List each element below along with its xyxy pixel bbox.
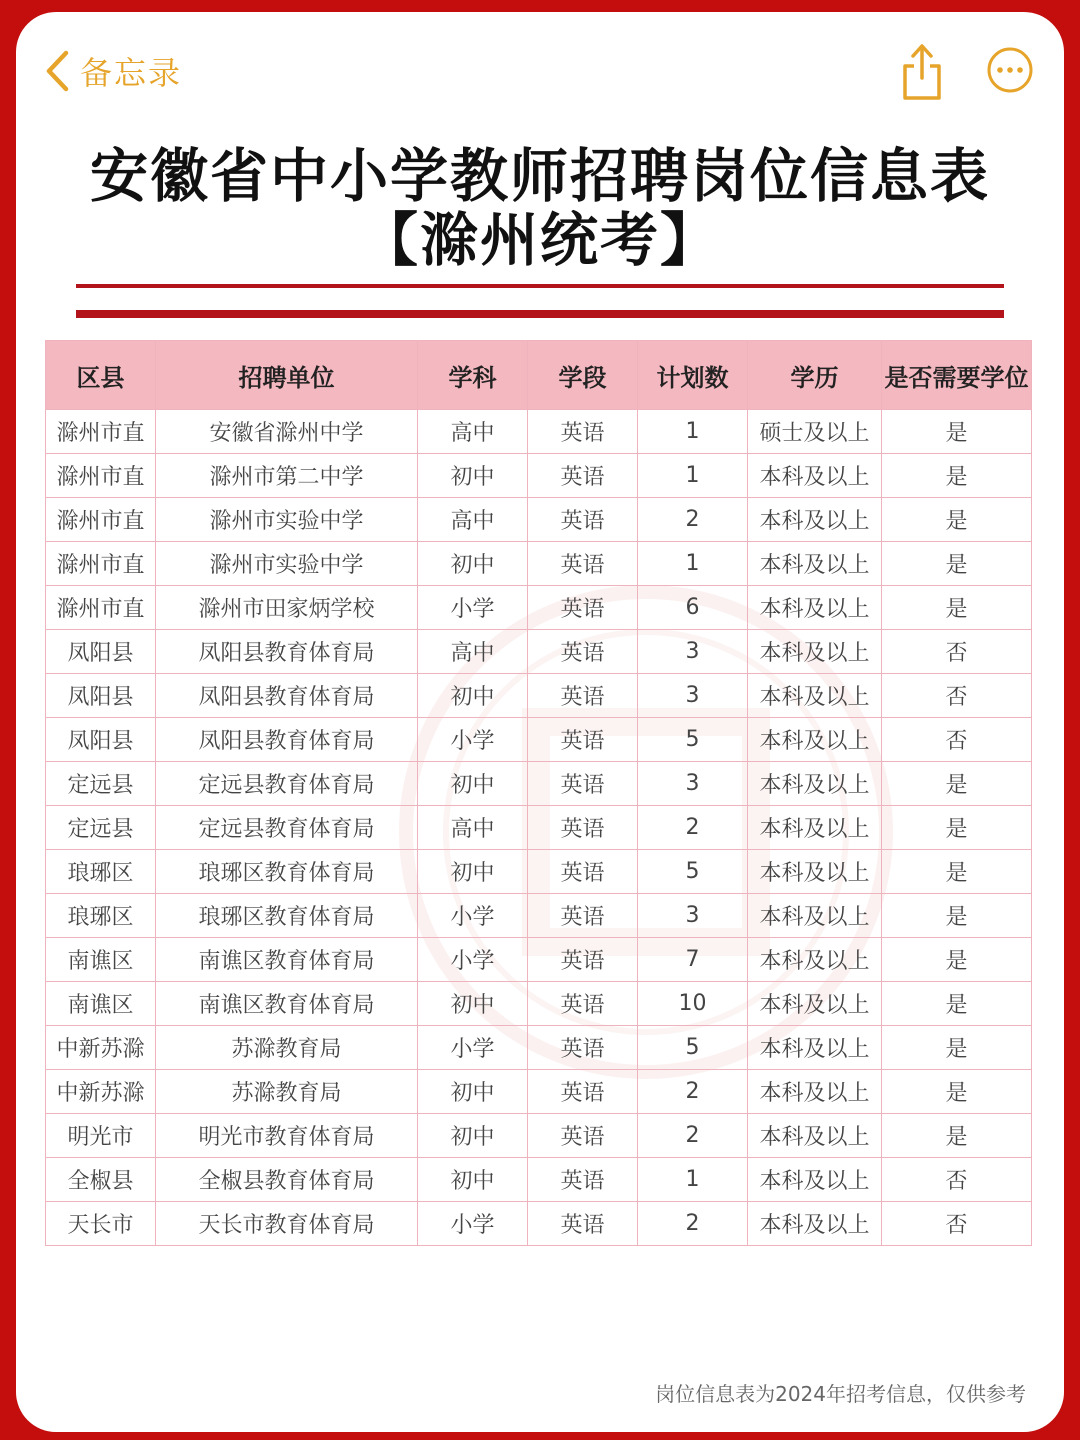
table-cell: 英语 xyxy=(528,1202,638,1246)
table-cell: 南谯区教育体育局 xyxy=(156,982,418,1026)
table-cell: 是 xyxy=(882,806,1032,850)
table-cell: 定远县教育体育局 xyxy=(156,762,418,806)
table-cell: 初中 xyxy=(418,454,528,498)
table-cell: 英语 xyxy=(528,1026,638,1070)
table-row xyxy=(46,850,1032,894)
table-cell: 英语 xyxy=(528,454,638,498)
table-cell: 本科及以上 xyxy=(748,542,882,586)
more-icon xyxy=(986,46,1034,94)
table-cell: 3 xyxy=(638,894,748,938)
table-row xyxy=(46,894,1032,938)
table-cell: 是 xyxy=(882,454,1032,498)
table-cell: 滁州市直 xyxy=(46,410,156,454)
title-divider-thick xyxy=(76,310,1004,318)
table-cell: 硕士及以上 xyxy=(748,410,882,454)
table-row xyxy=(46,1202,1032,1246)
table-cell: 1 xyxy=(638,1158,748,1202)
table-cell: 2 xyxy=(638,1202,748,1246)
table-cell: 3 xyxy=(638,674,748,718)
table-cell: 英语 xyxy=(528,498,638,542)
column-header: 学历 xyxy=(748,341,882,410)
table-cell: 琅琊区教育体育局 xyxy=(156,850,418,894)
table-cell: 英语 xyxy=(528,894,638,938)
table-cell: 小学 xyxy=(418,718,528,762)
table-cell: 本科及以上 xyxy=(748,938,882,982)
table-row xyxy=(46,586,1032,630)
table-cell: 5 xyxy=(638,1026,748,1070)
table-cell: 凤阳县 xyxy=(46,674,156,718)
table-cell: 琅琊区教育体育局 xyxy=(156,894,418,938)
table-cell: 本科及以上 xyxy=(748,982,882,1026)
table-cell: 凤阳县教育体育局 xyxy=(156,630,418,674)
column-header: 是否需要学位 xyxy=(882,341,1032,410)
table-cell: 7 xyxy=(638,938,748,982)
table-cell: 苏滁教育局 xyxy=(156,1026,418,1070)
table-cell: 是 xyxy=(882,498,1032,542)
table-cell: 英语 xyxy=(528,982,638,1026)
table-cell: 初中 xyxy=(418,850,528,894)
table-cell: 凤阳县教育体育局 xyxy=(156,718,418,762)
table-cell: 中新苏滁 xyxy=(46,1026,156,1070)
table-cell: 否 xyxy=(882,630,1032,674)
table-cell: 是 xyxy=(882,894,1032,938)
table-cell: 是 xyxy=(882,1114,1032,1158)
table-cell: 2 xyxy=(638,1114,748,1158)
table-cell: 是 xyxy=(882,410,1032,454)
table-cell: 否 xyxy=(882,718,1032,762)
table-cell: 本科及以上 xyxy=(748,806,882,850)
table-cell: 凤阳县教育体育局 xyxy=(156,674,418,718)
table-cell: 本科及以上 xyxy=(748,718,882,762)
table-row xyxy=(46,806,1032,850)
footer-note: 岗位信息表为2024年招考信息，仅供参考 xyxy=(655,1382,1026,1406)
table-cell: 是 xyxy=(882,982,1032,1026)
more-button[interactable] xyxy=(986,46,1034,94)
table-cell: 3 xyxy=(638,762,748,806)
table-row xyxy=(46,982,1032,1026)
table-row xyxy=(46,674,1032,718)
table-cell: 英语 xyxy=(528,938,638,982)
table-cell: 滁州市直 xyxy=(46,498,156,542)
table-cell: 本科及以上 xyxy=(748,454,882,498)
table-cell: 初中 xyxy=(418,542,528,586)
table-cell: 小学 xyxy=(418,894,528,938)
title-line-2: 【滁州统考】 xyxy=(359,206,720,274)
table-cell: 初中 xyxy=(418,1114,528,1158)
table-cell: 是 xyxy=(882,762,1032,806)
table-cell: 本科及以上 xyxy=(748,674,882,718)
share-button[interactable] xyxy=(898,42,946,102)
table-cell: 安徽省滁州中学 xyxy=(156,410,418,454)
table-cell: 是 xyxy=(882,1070,1032,1114)
table-cell: 小学 xyxy=(418,938,528,982)
job-table xyxy=(45,340,1032,1246)
table-cell: 高中 xyxy=(418,498,528,542)
table-cell: 否 xyxy=(882,674,1032,718)
table-cell: 凤阳县 xyxy=(46,630,156,674)
column-header: 学科 xyxy=(418,341,528,410)
table-cell: 高中 xyxy=(418,806,528,850)
table-cell: 南谯区教育体育局 xyxy=(156,938,418,982)
table-cell: 是 xyxy=(882,938,1032,982)
back-button[interactable] xyxy=(44,46,182,96)
table-cell: 英语 xyxy=(528,850,638,894)
table-cell: 定远县教育体育局 xyxy=(156,806,418,850)
table-row xyxy=(46,938,1032,982)
table-cell: 滁州市实验中学 xyxy=(156,498,418,542)
table-cell: 南谯区 xyxy=(46,982,156,1026)
table-cell: 天长市教育体育局 xyxy=(156,1202,418,1246)
table-row xyxy=(46,410,1032,454)
table-cell: 2 xyxy=(638,498,748,542)
table-cell: 是 xyxy=(882,850,1032,894)
table-cell: 英语 xyxy=(528,586,638,630)
table-cell: 全椒县 xyxy=(46,1158,156,1202)
page-title xyxy=(16,144,1064,272)
table-cell: 本科及以上 xyxy=(748,894,882,938)
table-cell: 苏滁教育局 xyxy=(156,1070,418,1114)
table-cell: 定远县 xyxy=(46,806,156,850)
table-cell: 英语 xyxy=(528,410,638,454)
table-row xyxy=(46,762,1032,806)
table-cell: 初中 xyxy=(418,1158,528,1202)
table-cell: 本科及以上 xyxy=(748,1202,882,1246)
back-label: 备忘录 xyxy=(80,54,183,92)
table-cell: 是 xyxy=(882,1026,1032,1070)
table-cell: 高中 xyxy=(418,630,528,674)
table-cell: 中新苏滁 xyxy=(46,1070,156,1114)
table-cell: 初中 xyxy=(418,762,528,806)
table-row xyxy=(46,542,1032,586)
table-cell: 滁州市第二中学 xyxy=(156,454,418,498)
table-cell: 本科及以上 xyxy=(748,586,882,630)
table-row xyxy=(46,630,1032,674)
table-cell: 英语 xyxy=(528,1070,638,1114)
table-cell: 英语 xyxy=(528,1114,638,1158)
table-cell: 5 xyxy=(638,850,748,894)
table-row xyxy=(46,1070,1032,1114)
table-cell: 否 xyxy=(882,1202,1032,1246)
table-cell: 5 xyxy=(638,718,748,762)
column-header: 学段 xyxy=(528,341,638,410)
table-cell: 滁州市直 xyxy=(46,542,156,586)
table-row xyxy=(46,718,1032,762)
chevron-left-icon xyxy=(44,49,70,93)
table-row xyxy=(46,1026,1032,1070)
note-card xyxy=(16,12,1064,1432)
table-cell: 琅琊区 xyxy=(46,850,156,894)
table-cell: 英语 xyxy=(528,542,638,586)
table-cell: 明光市 xyxy=(46,1114,156,1158)
table-cell: 初中 xyxy=(418,1070,528,1114)
table-cell: 否 xyxy=(882,1158,1032,1202)
table-row xyxy=(46,1114,1032,1158)
table-row xyxy=(46,454,1032,498)
table-row xyxy=(46,498,1032,542)
table-cell: 小学 xyxy=(418,1202,528,1246)
table-cell: 滁州市田家炳学校 xyxy=(156,586,418,630)
table-cell: 定远县 xyxy=(46,762,156,806)
table-cell: 小学 xyxy=(418,1026,528,1070)
share-icon xyxy=(898,42,946,102)
table-cell: 明光市教育体育局 xyxy=(156,1114,418,1158)
table-cell: 南谯区 xyxy=(46,938,156,982)
table-cell: 是 xyxy=(882,586,1032,630)
table-cell: 3 xyxy=(638,630,748,674)
table-cell: 本科及以上 xyxy=(748,762,882,806)
table-cell: 滁州市实验中学 xyxy=(156,542,418,586)
table-cell: 10 xyxy=(638,982,748,1026)
table-cell: 2 xyxy=(638,1070,748,1114)
table-cell: 英语 xyxy=(528,806,638,850)
table-cell: 全椒县教育体育局 xyxy=(156,1158,418,1202)
table-cell: 是 xyxy=(882,542,1032,586)
table-row xyxy=(46,1158,1032,1202)
table-cell: 1 xyxy=(638,454,748,498)
table-cell: 滁州市直 xyxy=(46,586,156,630)
table-header-row xyxy=(46,341,1032,410)
table-cell: 小学 xyxy=(418,586,528,630)
column-header: 招聘单位 xyxy=(156,341,418,410)
column-header: 区县 xyxy=(46,341,156,410)
table-cell: 本科及以上 xyxy=(748,630,882,674)
table-cell: 1 xyxy=(638,542,748,586)
table-cell: 英语 xyxy=(528,674,638,718)
column-header: 计划数 xyxy=(638,341,748,410)
table-cell: 高中 xyxy=(418,410,528,454)
table-cell: 本科及以上 xyxy=(748,1026,882,1070)
table-cell: 本科及以上 xyxy=(748,1114,882,1158)
table-cell: 滁州市直 xyxy=(46,454,156,498)
table-cell: 英语 xyxy=(528,1158,638,1202)
table-cell: 本科及以上 xyxy=(748,498,882,542)
table-cell: 琅琊区 xyxy=(46,894,156,938)
table-cell: 本科及以上 xyxy=(748,1070,882,1114)
table-cell: 初中 xyxy=(418,674,528,718)
table-cell: 初中 xyxy=(418,982,528,1026)
table-cell: 凤阳县 xyxy=(46,718,156,762)
table-cell: 本科及以上 xyxy=(748,1158,882,1202)
table-cell: 天长市 xyxy=(46,1202,156,1246)
table-cell: 英语 xyxy=(528,630,638,674)
table-cell: 本科及以上 xyxy=(748,850,882,894)
table-body xyxy=(46,410,1032,1246)
table-cell: 1 xyxy=(638,410,748,454)
title-line-1: 安徽省中小学教师招聘岗位信息表 xyxy=(89,142,990,210)
table-cell: 英语 xyxy=(528,718,638,762)
table-cell: 6 xyxy=(638,586,748,630)
title-divider-thin xyxy=(76,284,1004,288)
table-cell: 英语 xyxy=(528,762,638,806)
table-cell: 2 xyxy=(638,806,748,850)
